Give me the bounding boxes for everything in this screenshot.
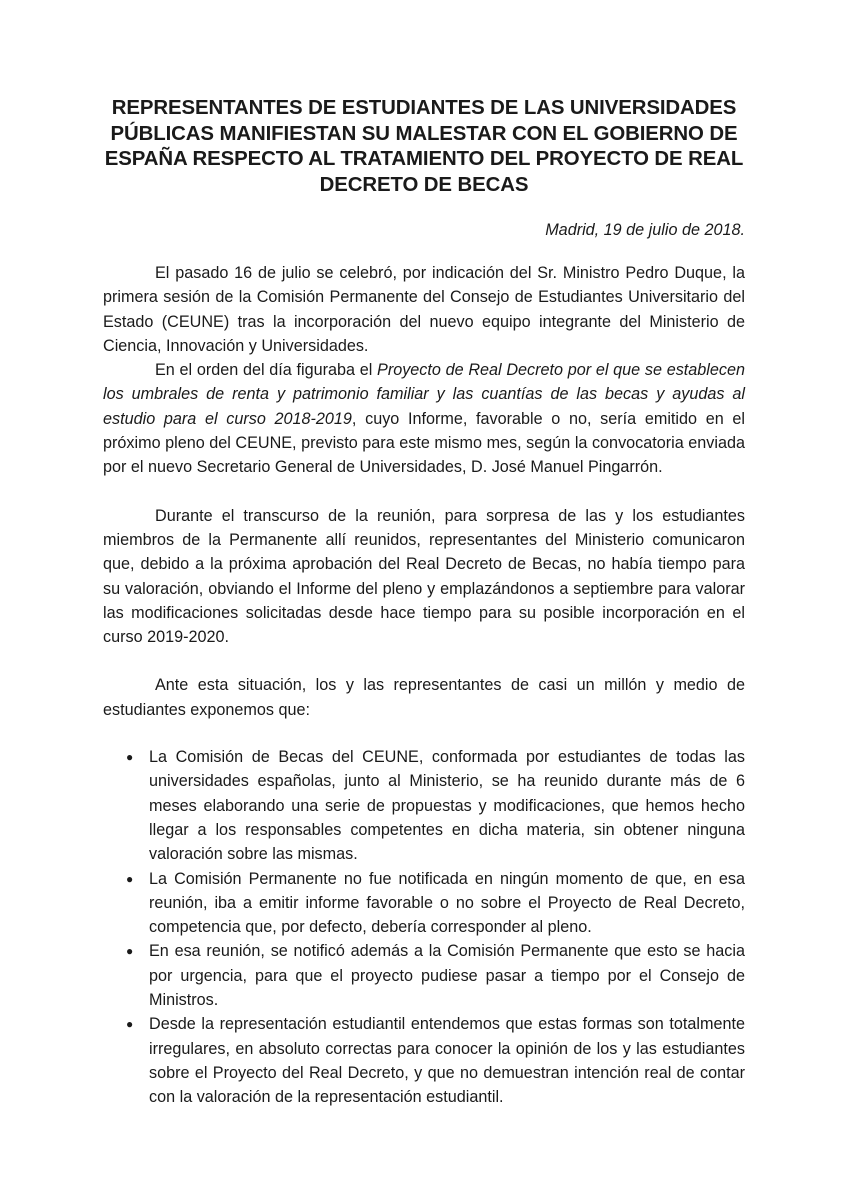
list-item-text: La Comisión de Becas del CEUNE, conformada por estudiantes de todas las universidades españolas, junto al Ministerio, se ha reunido durante más de 6 meses elaborando una serie de propuestas y modificaciones, que hemos hecho llegar a los responsables competentes en dicha materia, sin obtener ninguna valoración sobre las mismas.: [149, 748, 745, 864]
paragraph-intro: El pasado 16 de julio se celebró, por indicación del Sr. Ministro Pedro Duque, la primera sesión de la Comisión Permanente del Consejo de Estudiantes Universitario del Estado (CEUNE) tras la incorporación del nuevo equipo integrante del Ministerio de Ciencia, Innovación y Universidades.: [103, 264, 745, 355]
paragraph-agenda: [103, 358, 745, 479]
document-date: Madrid, 19 de julio de 2018.: [545, 221, 745, 239]
paragraph-agenda-lead: En el orden del día figuraba el: [155, 361, 378, 380]
list-item: [103, 939, 745, 1012]
document-title: REPRESENTANTES DE ESTUDIANTES DE LAS UNIVERSIDADES PÚBLICAS MANIFIESTAN SU MALESTAR CON EL GOBIERNO DE ESPAÑA RESPECTO AL TRATAMIENTO DEL PROYECTO DE REAL DECRETO DE BECAS: [104, 97, 744, 196]
list-item-text: En esa reunión, se notificó además a la Comisión Permanente que esto se hacia por urgencia, para que el proyecto pudiese pasar a tiempo por el Consejo de Ministros.: [149, 942, 745, 1010]
bullet-icon: ●: [126, 944, 134, 959]
list-item-text: La Comisión Permanente no fue notificada en ningún momento de que, en esa reunión, iba a emitir informe favorable o no sobre el Proyecto de Real Decreto, competencia que, por defecto, debería corresponder al pleno.: [149, 869, 745, 937]
list-item: [103, 1012, 745, 1109]
bullet-icon: ●: [126, 1017, 134, 1032]
paragraph-meeting: Durante el transcurso de la reunión, para sorpresa de las y los estudiantes miembros de la Permanente allí reunidos, representantes del Ministerio comunicaron que, debido a la próxima aprobación del Real Decreto de Becas, no había tiempo para su valoración, obviando el Informe del pleno y emplazándonos a septiembre para valorar las modificaciones solicitadas desde hace tiempo para su posible incorporación en el curso 2019-2020.: [103, 506, 745, 647]
decree-title: Proyecto de Real Decreto por el que se establecen los umbrales de renta y patrimonio familiar y las cuantías de las becas y ayudas al estudio para el curso 2018-2019: [103, 361, 745, 428]
list-item-text: Desde la representación estudiantil entendemos que estas formas son totalmente irregulares, en absoluto correctas para conocer la opinión de los y las estudiantes sobre el Proyecto del Real Decreto, y que no demuestran intención real de contar con la valoración de la representación estudiantil.: [149, 1015, 745, 1107]
bullet-icon: ●: [126, 871, 134, 886]
points-list: [103, 745, 745, 1109]
list-item: [103, 745, 745, 866]
paragraph-agenda-tail: , cuyo Informe, favorable o no, sería emitido en el próximo pleno del CEUNE, previsto para este mismo mes, según la convocatoria enviada por el nuevo Secretario General de Universidades, D. José Manuel Pingarrón.: [103, 409, 745, 477]
bullet-icon: ●: [126, 750, 134, 765]
paragraph-statement: Ante esta situación, los y las representantes de casi un millón y medio de estudiantes exponemos que:: [103, 676, 745, 719]
document-page: [103, 96, 745, 1110]
list-item: [103, 867, 745, 940]
